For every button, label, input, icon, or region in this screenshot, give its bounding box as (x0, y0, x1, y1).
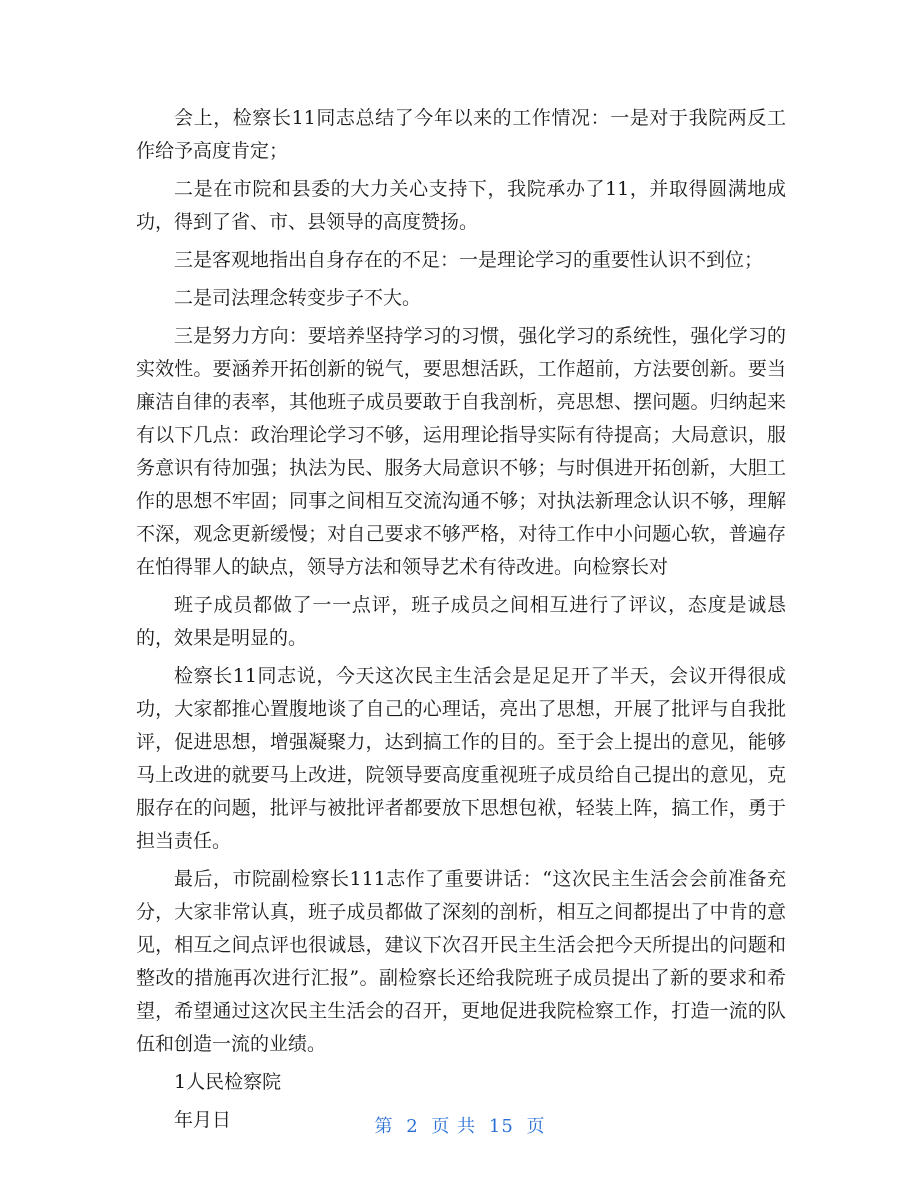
footer-middle: 页 共 (431, 1116, 477, 1137)
current-page-number: 2 (406, 1116, 419, 1137)
page-footer (0, 1112, 920, 1138)
paragraph-4: 二是司法理念转变步子不大。 (174, 287, 422, 309)
signature: 1人民检察院 (174, 1071, 282, 1093)
paragraph-6: 班子成员都做了一一点评，班子成员之间相互进行了评议，态度是诚恳的，效果是明显的。 (136, 594, 786, 649)
footer-suffix: 页 (526, 1116, 546, 1137)
date-line: 年月日 (174, 1109, 232, 1131)
paragraph-1: 会上，检察长11同志总结了今年以来的工作情况：一是对于我院两反工作给予高度肯定； (136, 107, 786, 162)
document-body (136, 102, 786, 1142)
paragraph-3: 三是客观地指出自身存在的不足：一是理论学习的重要性认识不到位； (174, 249, 764, 271)
paragraph-7: 检察长11同志说，今天这次民主生活会是足足开了半天，会议开得很成功，大家都推心置腹地谈了自己的心理话，亮出了思想，开展了批评与自我批评，促进思想，增强凝聚力，达到搞工作的目的。至于会上提出的意见，能够马上改进的就要马上改进，院领导要高度重视班子成员给自己提出的意见，克服存在的问题，批评与被批评者都要放下思想包袱，轻装上阵，搞工作，勇于担当责任。 (136, 665, 786, 852)
paragraph-2: 二是在市院和县委的大力关心支持下，我院承办了11，并取得圆满地成功，得到了省、市、县领导的高度赞扬。 (136, 178, 786, 233)
paragraph-5: 三是努力方向：要培养坚持学习的习惯，强化学习的系统性，强化学习的实效性。要涵养开拓创新的锐气，要思想活跃，工作超前，方法要创新。要当廉洁自律的表率，其他班子成员要敢于自我剖析，亮思想、摆问题。归纳起来有以下几点：政治理论学习不够，运用理论指导实际有待提高；大局意识，服务意识有待加强；执法为民、服务大局意识不够；与时俱进开拓创新，大胆工作的思想不牢固；同事之间相互交流沟通不够；对执法新理念认识不够，理解不深，观念更新缓慢；对自己要求不够严格，对待工作中小问题心软，普遍存在怕得罪人的缺点，领导方法和领导艺术有待改进。向检察长对 (136, 325, 786, 578)
footer-prefix: 第 (374, 1116, 394, 1137)
paragraph-8: 最后，市院副检察长111志作了重要讲话：“这次民主生活会会前准备充分，大家非常认真，班子成员都做了深刻的剖析，相互之间都提出了中肯的意见，相互之间点评也很诚恳，建议下次召开民主生活会把今天所提出的问题和整改的措施再次进行汇报”。副检察长还给我院班子成员提出了新的要求和希望，希望通过这次民主生活会的召开，更地促进我院检察工作，打造一流的队伍和创造一流的业绩。 (136, 868, 786, 1055)
total-pages-number: 15 (488, 1116, 514, 1137)
